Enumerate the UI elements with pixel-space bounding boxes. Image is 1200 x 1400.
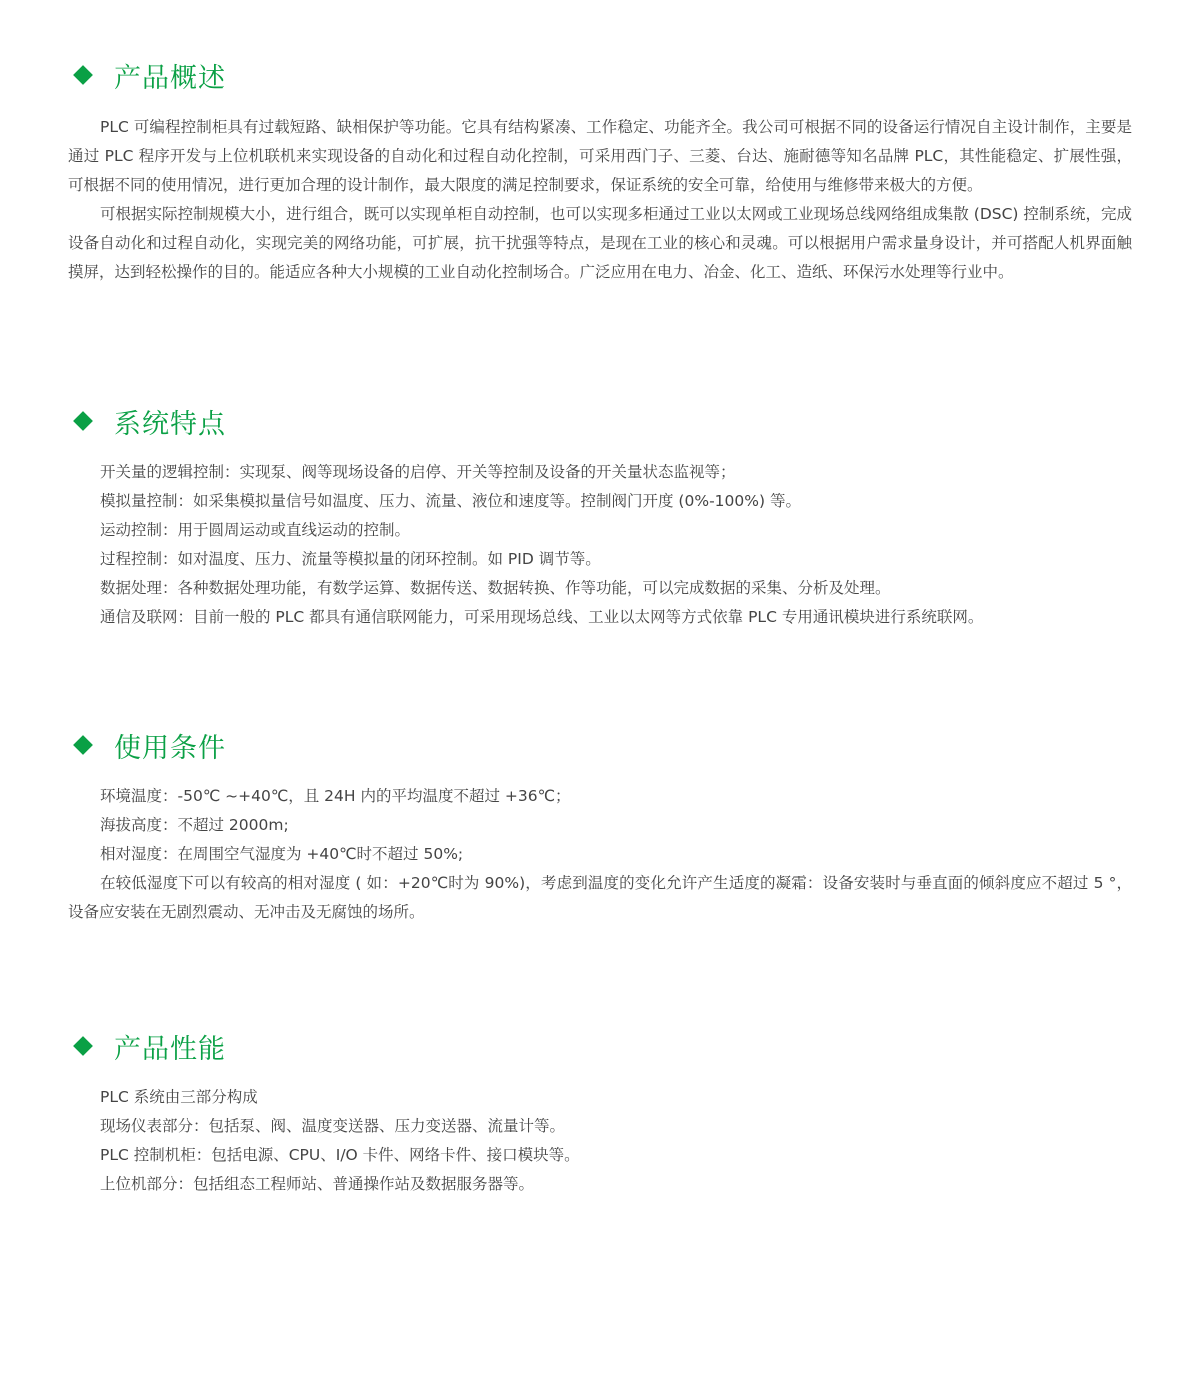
section-title: 产品概述 <box>114 62 226 94</box>
diamond-icon <box>73 1036 93 1056</box>
section-title: 系统特点 <box>114 408 226 440</box>
section-title: 使用条件 <box>114 732 226 764</box>
diamond-icon <box>73 735 93 755</box>
list-item: 环境温度：-50℃ ~+40℃，且 24H 内的平均温度不超过 +36℃； <box>100 787 571 805</box>
diamond-icon <box>73 411 93 431</box>
list-item: 海拔高度：不超过 2000m; <box>100 816 289 834</box>
list-item: 现场仪表部分：包括泵、阀、温度变送器、压力变送器、流量计等。 <box>100 1117 566 1135</box>
section-title: 产品性能 <box>114 1033 226 1065</box>
section-heading-performance <box>72 1026 226 1066</box>
list-item: 上位机部分：包括组态工程师站、普通操作站及数据服务器等。 <box>100 1175 535 1193</box>
list-item: 开关量的逻辑控制：实现泵、阀等现场设备的启停、开关等控制及设备的开关量状态监视等； <box>100 463 736 481</box>
list-item: 运动控制：用于圆周运动或直线运动的控制。 <box>100 521 411 539</box>
paragraph: 可根据实际控制规模大小，进行组合，既可以实现单柜自动控制，也可以实现多柜通过工业以太网或工业现场总线网络组成集散 (DSC) 控制系统，完成设备自动化和过程自动化，实现完美的网络功能，可扩展，抗干扰强等特点，是现在工业的核心和灵魂。可以根据用户需求量身设计，并可搭配人机界面触摸屏，达到轻松操作的目的。能适应各种大小规模的工业自动化控制场合。广泛应用在电力、冶金、化工、造纸、环保污水处理等行业中。 <box>68 205 1132 281</box>
diamond-icon <box>73 65 93 85</box>
section-heading-overview <box>72 55 226 95</box>
paragraph: 在较低湿度下可以有较高的相对湿度 ( 如：+20℃时为 90%)，考虑到温度的变化允许产生适度的凝霜：设备安装时与垂直面的倾斜度应不超过 5 °，设备应安装在无剧烈震动、无冲击及无腐蚀的场所。 <box>68 874 1132 921</box>
list-item: PLC 系统由三部分构成 <box>100 1088 258 1106</box>
section-heading-conditions <box>72 725 226 765</box>
list-item: 数据处理：各种数据处理功能，有数学运算、数据传送、数据转换、作等功能，可以完成数据的采集、分析及处理。 <box>100 579 891 597</box>
list-item: 过程控制：如对温度、压力、流量等模拟量的闭环控制。如 PID 调节等。 <box>100 550 601 568</box>
list-item: 通信及联网：目前一般的 PLC 都具有通信联网能力，可采用现场总线、工业以太网等方式依靠 PLC 专用通讯模块进行系统联网。 <box>100 608 984 626</box>
list-item: PLC 控制机柜：包括电源、CPU、I/O 卡件、网络卡件、接口模块等。 <box>100 1146 580 1164</box>
list-item: 模拟量控制：如采集模拟量信号如温度、压力、流量、液位和速度等。控制阀门开度 (0%-100%) 等。 <box>100 492 801 510</box>
list-item: 相对湿度：在周围空气湿度为 +40℃时不超过 50%; <box>100 845 464 863</box>
section-heading-features <box>72 401 226 441</box>
paragraph: PLC 可编程控制柜具有过载短路、缺相保护等功能。它具有结构紧凑、工作稳定、功能齐全。我公司可根据不同的设备运行情况自主设计制作，主要是通过 PLC 程序开发与上位机联机来实现设备的自动化和过程自动化控制，可采用西门子、三菱、台达、施耐德等知名品牌 PLC，其性能稳定、扩展性强，可根据不同的使用情况，进行更加合理的设计制作，最大限度的满足控制要求，保证系统的安全可靠，给使用与维修带来极大的方便。 <box>68 118 1132 194</box>
